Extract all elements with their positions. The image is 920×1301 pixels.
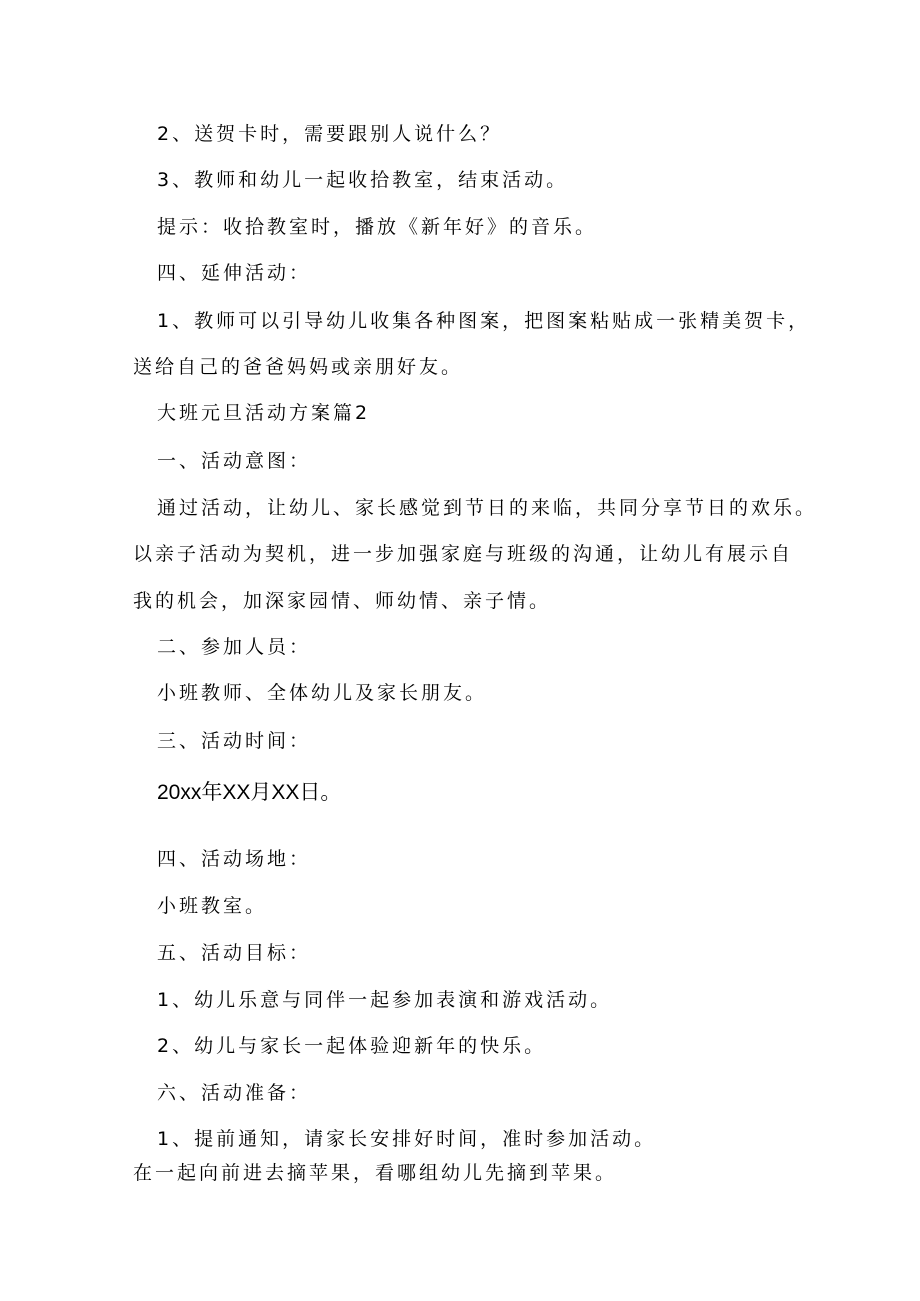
text-line: 通过活动，让幼儿、家长感觉到节日的来临，共同分享节日的欢乐。 [157,497,818,519]
section-heading: 四、活动场地： [157,848,312,870]
text-line: 3、教师和幼儿一起收拾教室，结束活动。 [157,169,569,191]
text-line: 我的机会，加深家园情、师幼情、亲子情。 [133,590,552,612]
text-line: 2、幼儿与家长一起体验迎新年的快乐。 [157,1035,547,1057]
text-line: 1、提前通知，请家长安排好时间，准时参加活动。 [157,1128,657,1150]
section-heading: 三、活动时间： [157,730,312,752]
text-line: 送给自己的爸爸妈妈或亲朋好友。 [133,356,464,378]
text-line: 小班教室。 [157,895,268,917]
section-title: 大班元旦活动方案篇2 [157,402,371,424]
section-heading: 四、延伸活动： [157,262,312,284]
text-line: 提示：收拾教室时，播放《新年好》的音乐。 [157,216,598,238]
section-heading: 六、活动准备： [157,1082,312,1104]
date-line: 20xx年XX月XX日。 [157,781,342,804]
section-heading: 五、活动目标： [157,942,312,964]
section-heading: 一、活动意图： [157,450,312,472]
text-line: 小班教师、全体幼儿及家长朋友。 [157,682,488,704]
text-line: 1、教师可以引导幼儿收集各种图案，把图案粘贴成一张精美贺卡， [157,310,811,332]
section-heading: 二、参加人员： [157,636,312,658]
text-line: 在一起向前进去摘苹果，看哪组幼儿先摘到苹果。 [133,1162,618,1184]
text-line: 1、幼儿乐意与同伴一起参加表演和游戏活动。 [157,989,613,1011]
text-line: 2、送贺卡时，需要跟别人说什么？ [157,123,503,145]
text-line: 以亲子活动为契机，进一步加强家庭与班级的沟通，让幼儿有展示自 [133,543,794,565]
